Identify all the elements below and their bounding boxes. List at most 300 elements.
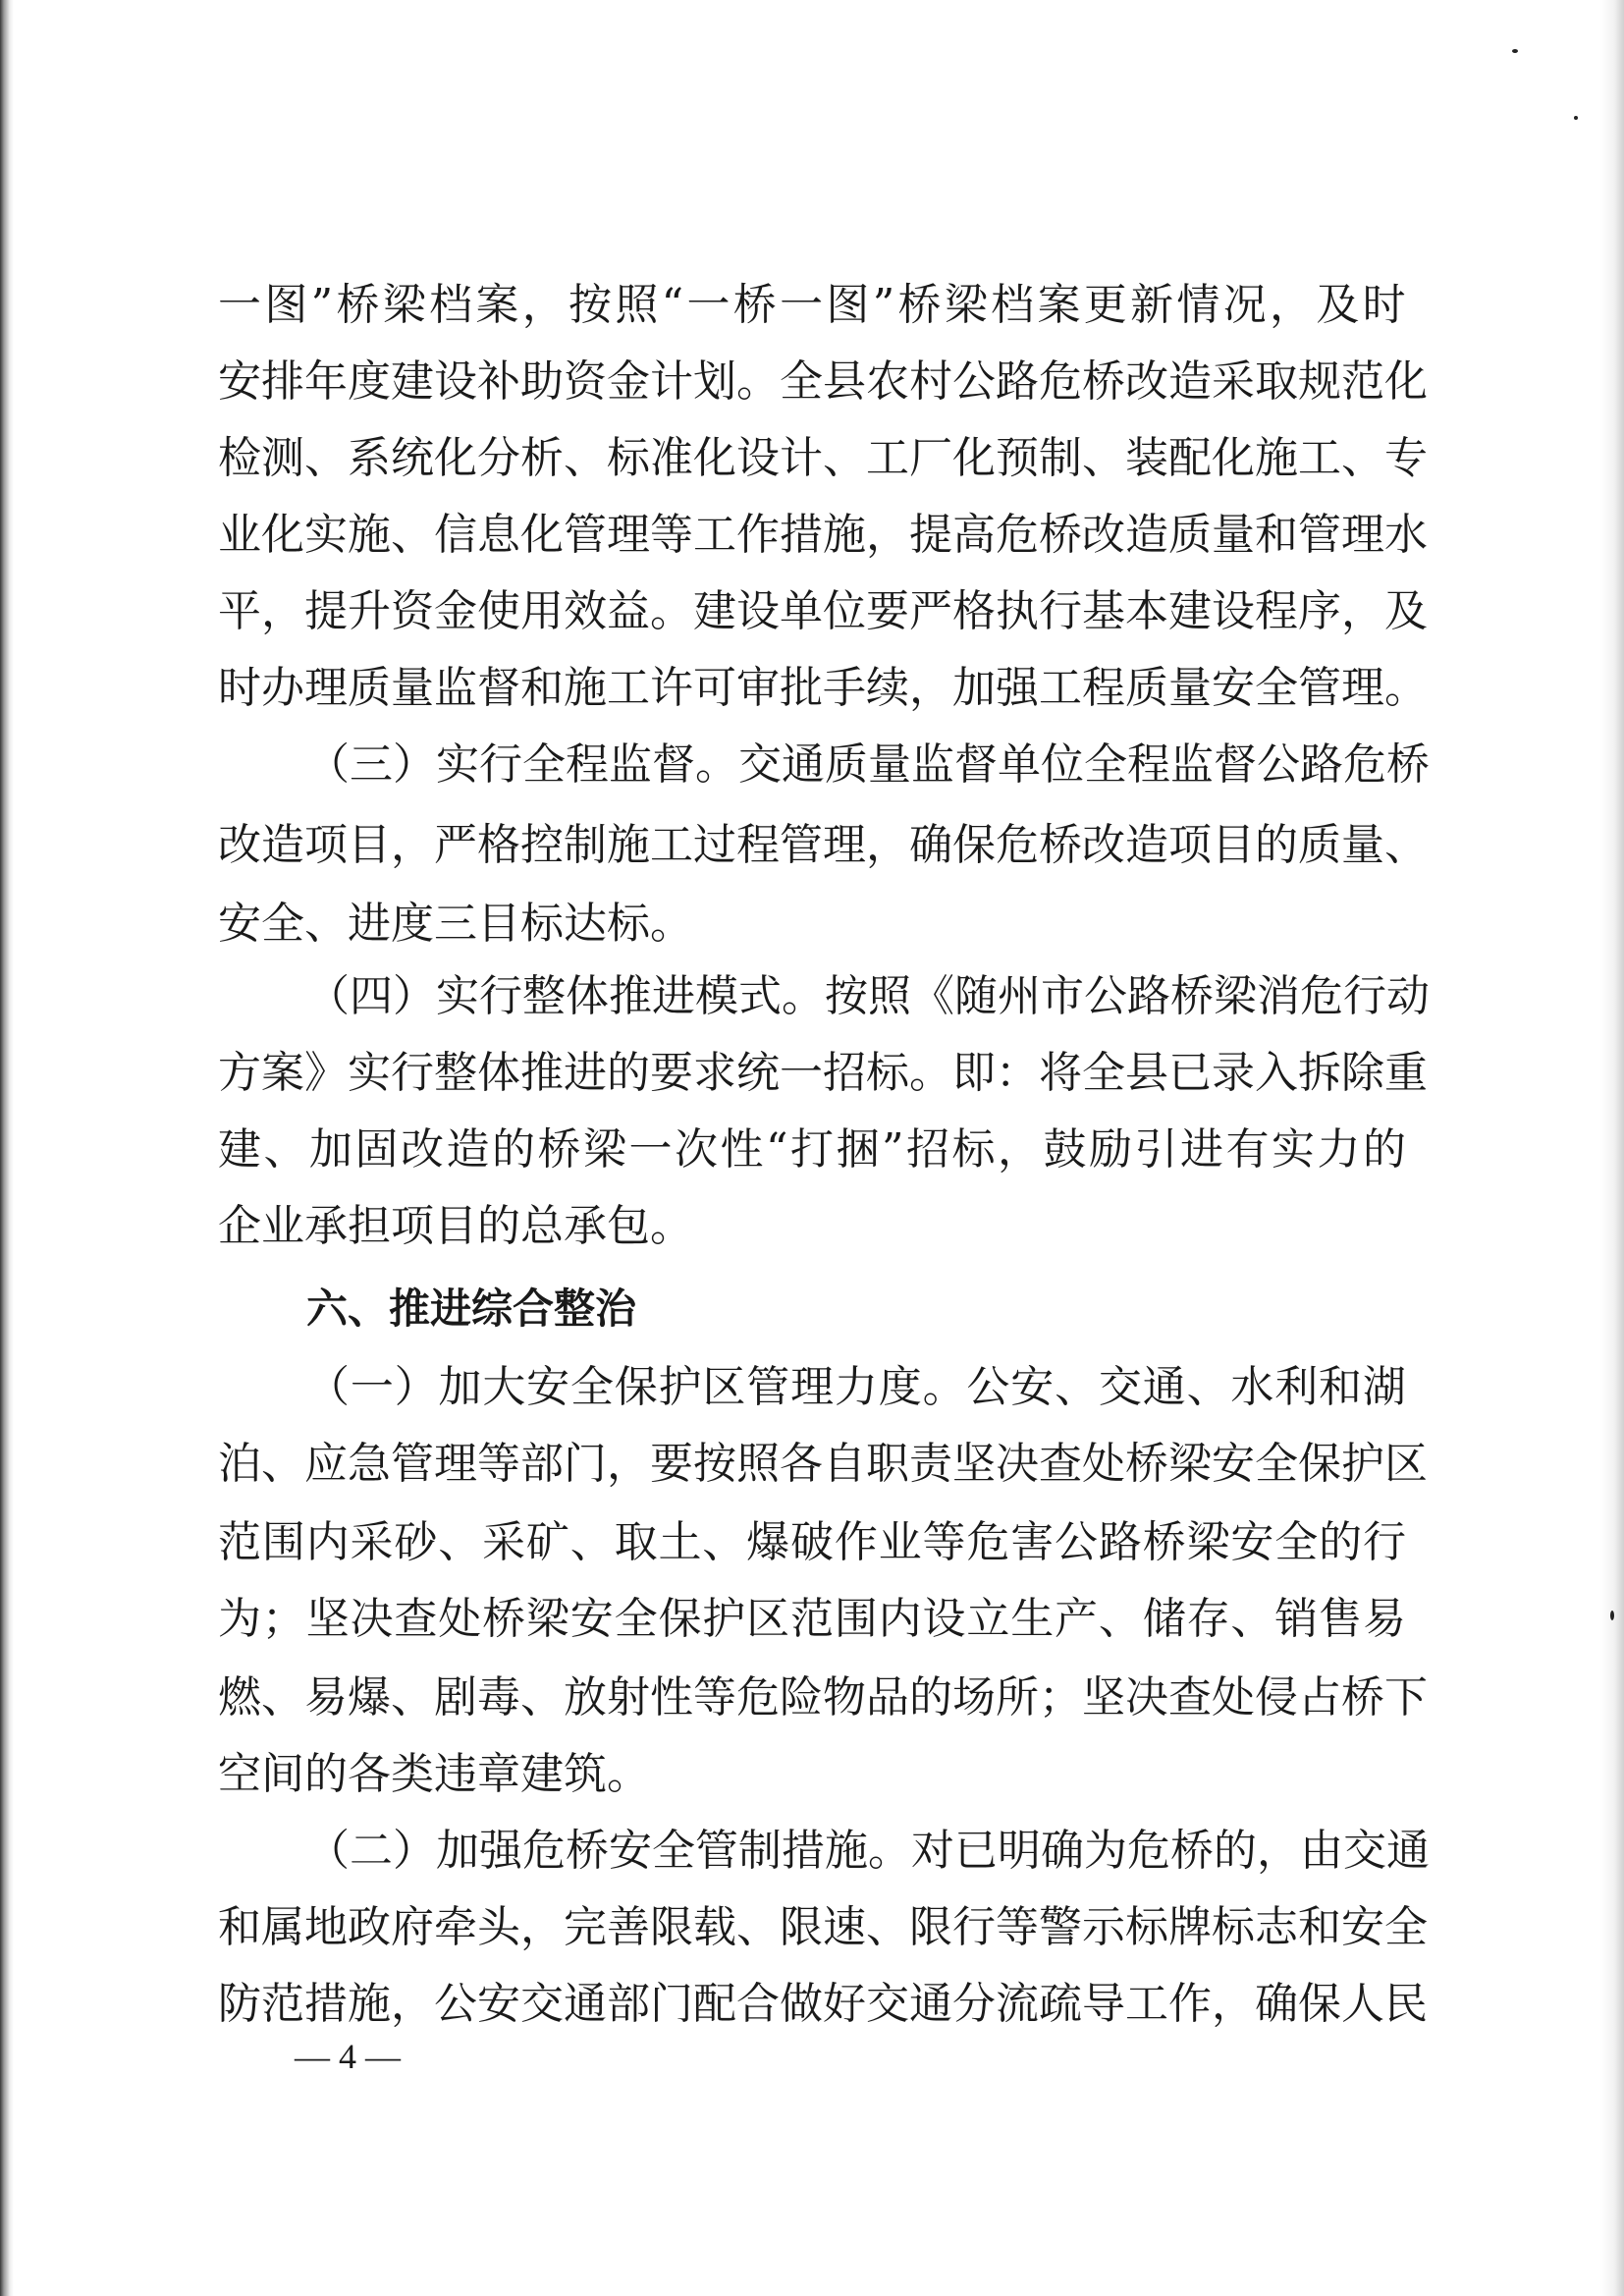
char: 区 bbox=[702, 1362, 746, 1412]
char: 采 bbox=[1212, 356, 1255, 407]
page-number: — 4 — bbox=[295, 2037, 401, 2076]
char: 控 bbox=[520, 820, 564, 870]
char: 严 bbox=[909, 586, 952, 636]
char: 安 bbox=[477, 1979, 520, 2029]
char: 完 bbox=[564, 1902, 607, 1952]
char: 平 bbox=[218, 586, 261, 636]
char: 整 bbox=[434, 1048, 477, 1098]
char: 和 bbox=[520, 663, 564, 713]
char: 改 bbox=[401, 1124, 444, 1175]
char: 坚 bbox=[1082, 1672, 1125, 1722]
char: 即 bbox=[952, 1048, 996, 1098]
char: 保 bbox=[1298, 1979, 1341, 2029]
char: 府 bbox=[391, 1902, 434, 1952]
char: 分 bbox=[952, 1979, 996, 2029]
char: 措 bbox=[304, 1979, 348, 2029]
char: 全 bbox=[1082, 1048, 1125, 1098]
char: 桥 bbox=[566, 1826, 609, 1876]
char: 性 bbox=[720, 1124, 764, 1175]
char: 导 bbox=[1082, 1979, 1125, 2029]
char: 全 bbox=[652, 1826, 695, 1876]
char: 通 bbox=[1386, 1826, 1430, 1876]
char: 续 bbox=[866, 663, 909, 713]
char: 工 bbox=[607, 663, 650, 713]
char: 案 bbox=[1037, 280, 1081, 330]
char: 护 bbox=[658, 1362, 702, 1412]
char: 消 bbox=[1257, 971, 1300, 1021]
char: 质 bbox=[1298, 820, 1341, 870]
char: ， bbox=[261, 586, 304, 636]
char: 全 bbox=[1255, 1439, 1298, 1489]
char: 化 bbox=[1212, 433, 1255, 483]
char: 方 bbox=[218, 1048, 261, 1098]
body-line bbox=[218, 1046, 1428, 1101]
char: 占 bbox=[1298, 1672, 1341, 1722]
char: 采 bbox=[350, 1517, 394, 1567]
char: 桥 bbox=[732, 280, 777, 330]
char: 系 bbox=[348, 433, 391, 483]
char: 为 bbox=[1084, 1826, 1127, 1876]
char: 安 bbox=[218, 356, 261, 407]
char: 质 bbox=[1168, 510, 1212, 560]
char: ） bbox=[393, 739, 436, 790]
char: 化 bbox=[693, 433, 736, 483]
char: 安 bbox=[609, 1826, 652, 1876]
char: 信 bbox=[434, 510, 477, 560]
char: 、 bbox=[866, 1902, 909, 1952]
char: 时 bbox=[218, 663, 261, 713]
char: 由 bbox=[1300, 1826, 1343, 1876]
char: 、 bbox=[1186, 1362, 1230, 1412]
char: 民 bbox=[1384, 1979, 1428, 2029]
char: 许 bbox=[650, 663, 693, 713]
char: 档 bbox=[991, 280, 1035, 330]
char: 度 bbox=[348, 356, 391, 407]
char: （ bbox=[306, 739, 350, 790]
char: 加 bbox=[438, 1362, 482, 1412]
char: 、 bbox=[261, 1439, 304, 1489]
char: 本 bbox=[1125, 586, 1168, 636]
char: 、 bbox=[564, 433, 607, 483]
body-line bbox=[306, 969, 1430, 1024]
char: 管 bbox=[1298, 663, 1341, 713]
char: 门 bbox=[564, 1439, 607, 1489]
char: 。 bbox=[650, 586, 693, 636]
char: 改 bbox=[1082, 820, 1125, 870]
char: 四 bbox=[350, 971, 393, 1021]
char: 确 bbox=[909, 820, 952, 870]
char: 的 bbox=[909, 1672, 952, 1722]
char: 应 bbox=[304, 1439, 348, 1489]
char: 实 bbox=[348, 1048, 391, 1098]
char: 捆 bbox=[836, 1124, 880, 1175]
char: 县 bbox=[823, 356, 866, 407]
char: 限 bbox=[650, 1902, 693, 1952]
char: 要 bbox=[650, 1048, 693, 1098]
char: 坚 bbox=[952, 1439, 996, 1489]
char: 理 bbox=[434, 1439, 477, 1489]
char: 建 bbox=[693, 586, 736, 636]
char: 度 bbox=[878, 1362, 922, 1412]
char: 况 bbox=[1222, 280, 1267, 330]
char: 性 bbox=[650, 1672, 693, 1722]
char: 体 bbox=[566, 971, 609, 1021]
char: 加 bbox=[952, 663, 996, 713]
char: 桥 bbox=[1039, 510, 1082, 560]
char: 有 bbox=[1225, 1124, 1270, 1175]
section-heading: 六、推进综合整治 bbox=[306, 1285, 637, 1333]
char: 内 bbox=[878, 1594, 922, 1644]
char: 保 bbox=[1298, 1439, 1341, 1489]
scan-speck bbox=[1610, 1611, 1614, 1620]
char: 安 bbox=[1010, 1362, 1055, 1412]
char: 专 bbox=[1384, 433, 1428, 483]
char: 合 bbox=[736, 1979, 780, 2029]
body-line bbox=[218, 431, 1428, 486]
char: 项 bbox=[1168, 820, 1212, 870]
char: 业 bbox=[878, 1517, 922, 1567]
char: 监 bbox=[911, 739, 954, 790]
char: 示 bbox=[1082, 1902, 1125, 1952]
body-line bbox=[218, 1977, 1428, 2032]
char: 基 bbox=[1082, 586, 1125, 636]
body-line bbox=[306, 738, 1430, 793]
char: 监 bbox=[1170, 739, 1214, 790]
char: ， bbox=[998, 1124, 1041, 1175]
char: 梁 bbox=[1168, 1439, 1212, 1489]
char: 金 bbox=[607, 356, 650, 407]
char: 目 bbox=[1212, 820, 1255, 870]
char: ， bbox=[521, 280, 566, 330]
char: 所 bbox=[996, 1672, 1039, 1722]
char: 明 bbox=[998, 1826, 1041, 1876]
char: ） bbox=[394, 1362, 438, 1412]
char: ， bbox=[866, 510, 909, 560]
char: 产 bbox=[1055, 1594, 1099, 1644]
body-line bbox=[218, 1437, 1428, 1492]
char: 格 bbox=[952, 586, 996, 636]
char: 的 bbox=[1363, 1124, 1406, 1175]
char: 求 bbox=[693, 1048, 736, 1098]
char: 安 bbox=[1341, 1902, 1384, 1952]
char: 职 bbox=[866, 1439, 909, 1489]
char: 益 bbox=[607, 586, 650, 636]
char: 更 bbox=[1083, 280, 1127, 330]
char: 售 bbox=[1319, 1594, 1363, 1644]
char: 批 bbox=[780, 663, 823, 713]
char: 害 bbox=[1010, 1517, 1055, 1567]
char: 管 bbox=[746, 1362, 790, 1412]
char: 监 bbox=[609, 739, 652, 790]
char: ） bbox=[393, 971, 436, 1021]
scan-speck bbox=[1512, 49, 1518, 53]
char: 引 bbox=[1134, 1124, 1178, 1175]
char: 、 bbox=[823, 433, 866, 483]
char: 督 bbox=[1214, 739, 1257, 790]
char: 。 bbox=[1384, 663, 1428, 713]
char: 处 bbox=[1082, 1439, 1125, 1489]
char: 改 bbox=[1125, 356, 1168, 407]
char: 理 bbox=[304, 663, 348, 713]
char: 场 bbox=[952, 1672, 996, 1722]
char: 施 bbox=[1255, 433, 1298, 483]
char: 理 bbox=[607, 510, 650, 560]
char: 燃 bbox=[218, 1672, 261, 1722]
char: ” bbox=[872, 280, 895, 330]
char: 、 bbox=[736, 1902, 780, 1952]
char: 牌 bbox=[1168, 1902, 1212, 1952]
char: 量 bbox=[1341, 820, 1384, 870]
char: 通 bbox=[782, 739, 825, 790]
char: 防 bbox=[218, 1979, 261, 2029]
char: 门 bbox=[650, 1979, 693, 2029]
char: 射 bbox=[607, 1672, 650, 1722]
char: 式 bbox=[738, 971, 782, 1021]
char: 计 bbox=[650, 356, 693, 407]
char: 工 bbox=[650, 820, 693, 870]
char: 桥 bbox=[1341, 1672, 1384, 1722]
char: ， bbox=[909, 663, 952, 713]
char: 力 bbox=[834, 1362, 878, 1412]
char: 目 bbox=[348, 820, 391, 870]
char: 模 bbox=[695, 971, 738, 1021]
char: 造 bbox=[261, 820, 304, 870]
char: 一 bbox=[218, 280, 261, 330]
char: 路 bbox=[1300, 739, 1343, 790]
char: 一 bbox=[780, 280, 824, 330]
char: 确 bbox=[1255, 1979, 1298, 2029]
char: 等 bbox=[477, 1439, 520, 1489]
char: ） bbox=[393, 1826, 436, 1876]
char: 程 bbox=[566, 739, 609, 790]
char: 、 bbox=[391, 1672, 434, 1722]
char: 采 bbox=[482, 1517, 526, 1567]
char: ， bbox=[866, 820, 909, 870]
char: 危 bbox=[1343, 739, 1386, 790]
char: 一 bbox=[686, 280, 731, 330]
char: 按 bbox=[825, 971, 868, 1021]
char: 工 bbox=[1039, 663, 1082, 713]
char: 及 bbox=[1384, 586, 1428, 636]
char: 划 bbox=[693, 356, 736, 407]
body-line bbox=[218, 355, 1428, 410]
char: ， bbox=[391, 1979, 434, 2029]
char: 的 bbox=[1255, 820, 1298, 870]
char: 标 bbox=[607, 433, 650, 483]
body-line bbox=[218, 584, 1428, 639]
char: 各 bbox=[780, 1439, 823, 1489]
char: 管 bbox=[695, 1826, 738, 1876]
char: 、 bbox=[1055, 1362, 1099, 1412]
char: 全 bbox=[1384, 1902, 1428, 1952]
char: 利 bbox=[1274, 1362, 1319, 1412]
char: 随 bbox=[954, 971, 998, 1021]
char: 通 bbox=[1142, 1362, 1186, 1412]
char: 坚 bbox=[305, 1594, 350, 1644]
char: 护 bbox=[1341, 1439, 1384, 1489]
char: 设 bbox=[1212, 586, 1255, 636]
char: 人 bbox=[1341, 1979, 1384, 2029]
char: 程 bbox=[1127, 739, 1170, 790]
char: 序 bbox=[1298, 586, 1341, 636]
char: 行 bbox=[479, 739, 522, 790]
char: 大 bbox=[482, 1362, 526, 1412]
char: 围 bbox=[261, 1517, 305, 1567]
char: 及 bbox=[1316, 280, 1360, 330]
char: 作 bbox=[834, 1517, 878, 1567]
char: 标 bbox=[951, 1124, 996, 1175]
char: 的 bbox=[492, 1124, 535, 1175]
char: 全 bbox=[780, 356, 823, 407]
char: 推 bbox=[520, 1048, 564, 1098]
char: 范 bbox=[1341, 356, 1384, 407]
char: 招 bbox=[823, 1048, 866, 1098]
char: 梁 bbox=[1186, 1517, 1230, 1567]
char: 村 bbox=[909, 356, 952, 407]
char: 办 bbox=[261, 663, 304, 713]
char: 档 bbox=[429, 280, 473, 330]
char: ， bbox=[1270, 280, 1313, 330]
char: 护 bbox=[702, 1594, 746, 1644]
char: 交 bbox=[1343, 1826, 1386, 1876]
char: 决 bbox=[350, 1594, 394, 1644]
char: 农 bbox=[866, 356, 909, 407]
char: 标 bbox=[866, 1048, 909, 1098]
char: 查 bbox=[394, 1594, 438, 1644]
char: 志 bbox=[1255, 1902, 1298, 1952]
char: 地 bbox=[304, 1902, 348, 1952]
char: 加 bbox=[309, 1124, 352, 1175]
char: 强 bbox=[996, 663, 1039, 713]
body-line bbox=[218, 661, 1428, 716]
char: 强 bbox=[479, 1826, 522, 1876]
char: 督 bbox=[954, 739, 998, 790]
char: 制 bbox=[738, 1826, 782, 1876]
char: 理 bbox=[1341, 510, 1384, 560]
char: 标 bbox=[1212, 1902, 1255, 1952]
char: 桥 bbox=[537, 1124, 581, 1175]
char: 做 bbox=[780, 1979, 823, 2029]
char: 。 bbox=[782, 971, 825, 1021]
char: 单 bbox=[780, 586, 823, 636]
char: 规 bbox=[1298, 356, 1341, 407]
char: 载 bbox=[693, 1902, 736, 1952]
char: 头 bbox=[477, 1902, 520, 1952]
char: 施 bbox=[825, 1826, 868, 1876]
char: 警 bbox=[1039, 1902, 1082, 1952]
body-line bbox=[218, 1122, 1406, 1177]
scan-edge-right bbox=[1600, 0, 1624, 2296]
char: 市 bbox=[1041, 971, 1084, 1021]
char: 管 bbox=[780, 820, 823, 870]
char: 照 bbox=[736, 1439, 780, 1489]
char: 装 bbox=[1125, 433, 1168, 483]
char: 审 bbox=[736, 663, 780, 713]
char: 查 bbox=[1039, 1439, 1082, 1489]
char: 量 bbox=[1212, 510, 1255, 560]
char: 责 bbox=[909, 1439, 952, 1489]
char: 工 bbox=[1125, 1979, 1168, 2029]
char: 部 bbox=[607, 1979, 650, 2029]
char: 。 bbox=[736, 356, 780, 407]
char: “ bbox=[661, 280, 684, 330]
char: 、 bbox=[263, 1124, 307, 1175]
char: 范 bbox=[261, 1979, 304, 2029]
char: 水 bbox=[1230, 1362, 1274, 1412]
body-line bbox=[218, 1515, 1406, 1570]
char: 单 bbox=[998, 739, 1041, 790]
char: 决 bbox=[996, 1439, 1039, 1489]
char: 全 bbox=[1274, 1517, 1319, 1567]
char: 物 bbox=[823, 1672, 866, 1722]
char: 造 bbox=[1125, 820, 1168, 870]
char: 交 bbox=[738, 739, 782, 790]
char: 使 bbox=[477, 586, 520, 636]
char: 、 bbox=[569, 1517, 614, 1567]
char: 建 bbox=[391, 356, 434, 407]
char: 通 bbox=[564, 1979, 607, 2029]
char: “ bbox=[766, 1124, 788, 1175]
char: 配 bbox=[1168, 433, 1212, 483]
char: 桥 bbox=[1082, 356, 1125, 407]
char: 砂 bbox=[394, 1517, 438, 1567]
char: 保 bbox=[658, 1594, 702, 1644]
char: ； bbox=[261, 1594, 305, 1644]
char: 放 bbox=[564, 1672, 607, 1722]
char: 等 bbox=[922, 1517, 966, 1567]
char: 取 bbox=[1255, 356, 1298, 407]
char: 存 bbox=[1186, 1594, 1230, 1644]
char: 毒 bbox=[477, 1672, 520, 1722]
char: 行 bbox=[1362, 1517, 1406, 1567]
char: 查 bbox=[1168, 1672, 1212, 1722]
char: 监 bbox=[434, 663, 477, 713]
char: 行 bbox=[479, 971, 522, 1021]
char: 提 bbox=[304, 586, 348, 636]
char: 改 bbox=[1082, 510, 1125, 560]
char: 交 bbox=[866, 1979, 909, 2029]
char: 项 bbox=[304, 820, 348, 870]
char: 理 bbox=[823, 820, 866, 870]
char: 厂 bbox=[909, 433, 952, 483]
char: 力 bbox=[1317, 1124, 1361, 1175]
char: 部 bbox=[520, 1439, 564, 1489]
char: 将 bbox=[1039, 1048, 1082, 1098]
char: 保 bbox=[952, 820, 996, 870]
char: 手 bbox=[823, 663, 866, 713]
char: 程 bbox=[1255, 586, 1298, 636]
char: 改 bbox=[218, 820, 261, 870]
char: 督 bbox=[477, 663, 520, 713]
char: 作 bbox=[736, 510, 780, 560]
char: 限 bbox=[909, 1902, 952, 1952]
char: ， bbox=[520, 1902, 564, 1952]
char: 通 bbox=[909, 1979, 952, 2029]
char: 质 bbox=[825, 739, 868, 790]
char: 效 bbox=[564, 586, 607, 636]
char: 措 bbox=[782, 1826, 825, 1876]
char: 补 bbox=[477, 356, 520, 407]
char: 提 bbox=[909, 510, 952, 560]
char: ， bbox=[1212, 1979, 1255, 2029]
char: 生 bbox=[1010, 1594, 1055, 1644]
char: 作 bbox=[1168, 1979, 1212, 2029]
char: 打 bbox=[790, 1124, 834, 1175]
char: 制 bbox=[1039, 433, 1082, 483]
char: 桥 bbox=[1170, 971, 1214, 1021]
char: 体 bbox=[477, 1048, 520, 1098]
char: 湖 bbox=[1362, 1362, 1406, 1412]
